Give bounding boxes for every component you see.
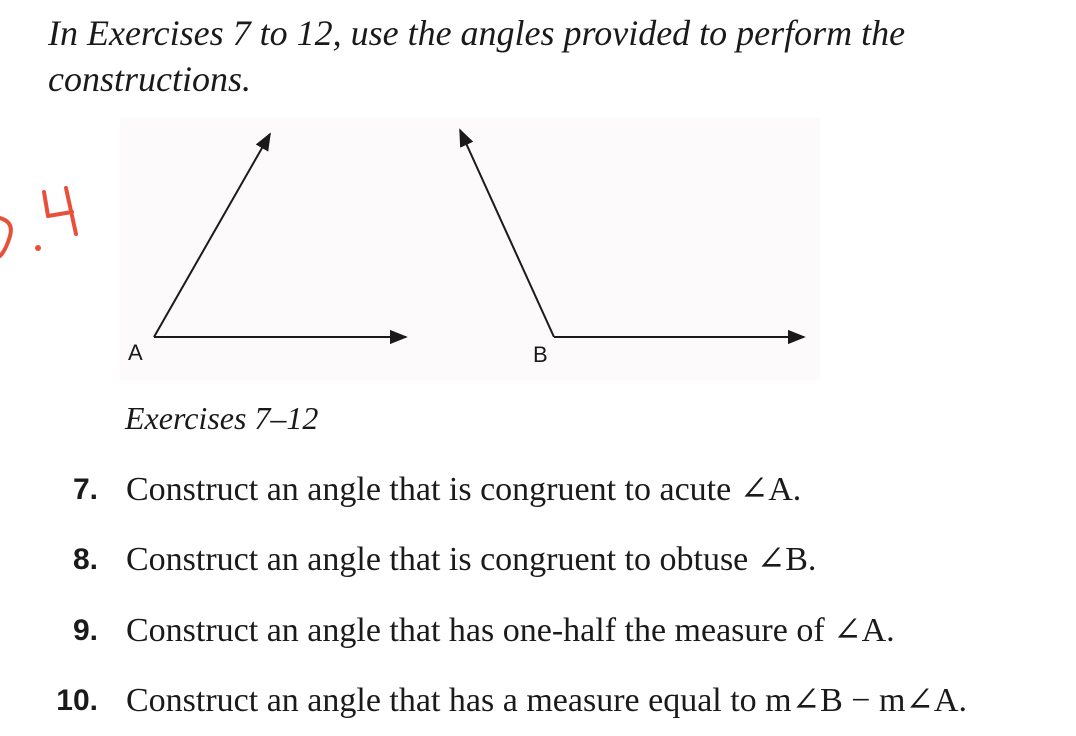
exercise-text: Construct an angle that is congruent to acute ∠A. — [126, 471, 802, 508]
exercise-item — [0, 677, 1076, 725]
exercise-number: 10. — [56, 684, 98, 717]
instructions-text: In Exercises 7 to 12, use the angles provided to perform the constructions. — [48, 13, 906, 99]
handwritten-annotation — [0, 178, 90, 268]
exercise-text: Construct an angle that is congruent to obtuse ∠B. — [126, 541, 817, 578]
exercise-item — [0, 536, 1076, 584]
exercise-number: 8. — [72, 543, 98, 576]
angle-b-upper-ray — [460, 130, 554, 337]
figure-caption: Exercises 7–12 — [125, 400, 319, 436]
angles-figure — [120, 118, 820, 380]
exercise-item — [0, 607, 1076, 655]
angle-a-upper-ray — [154, 134, 270, 337]
angle-a-label: A — [128, 340, 143, 365]
exercise-number: 7. — [72, 473, 98, 506]
exercise-text: Construct an angle that has one-half the measure of ∠A. — [126, 612, 895, 649]
exercise-item — [0, 466, 1076, 514]
exercise-text: Construct an angle that has a measure equal to m∠B − m∠A. — [126, 682, 967, 719]
angle-b-label: B — [533, 342, 548, 367]
exercise-number: 9. — [72, 614, 98, 647]
angles-diagram — [120, 118, 820, 380]
